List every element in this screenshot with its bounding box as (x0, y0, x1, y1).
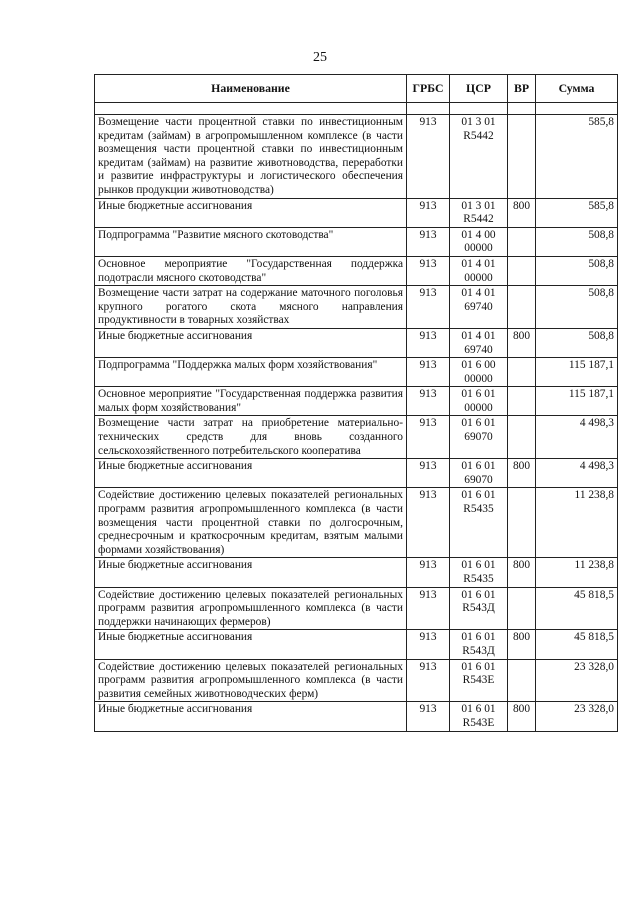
cell-vr: 800 (508, 328, 536, 357)
cell-grbs: 913 (407, 328, 450, 357)
cell-sum: 45 818,5 (536, 587, 618, 630)
cell-sum: 508,8 (536, 256, 618, 285)
cell-csr: 01 3 01 R5442 (450, 198, 508, 227)
cell-vr: 800 (508, 558, 536, 587)
cell-sum: 45 818,5 (536, 630, 618, 659)
cell-vr (508, 587, 536, 630)
cell-grbs: 913 (407, 659, 450, 702)
table-row (95, 416, 618, 459)
budget-table (94, 74, 618, 732)
cell-vr (508, 387, 536, 416)
spacer-cell (536, 103, 618, 115)
cell-csr: 01 6 01 R5435 (450, 558, 508, 587)
cell-vr (508, 659, 536, 702)
cell-sum: 115 187,1 (536, 358, 618, 387)
cell-grbs: 913 (407, 286, 450, 329)
cell-name: Содействие достижению целевых показателей региональных программ развития агропромышленного комплекса (в части развития семейных животноводческих ферм) (95, 659, 407, 702)
header-grbs: ГРБС (407, 75, 450, 103)
cell-csr: 01 4 01 69740 (450, 286, 508, 329)
cell-name: Возмещение части затрат на приобретение материально-технических средств для вновь созданного сельскохозяйственного потребительского кооператива (95, 416, 407, 459)
spacer-cell (450, 103, 508, 115)
cell-sum: 23 328,0 (536, 659, 618, 702)
table-row (95, 387, 618, 416)
cell-sum: 585,8 (536, 115, 618, 199)
cell-vr: 800 (508, 459, 536, 488)
cell-grbs: 913 (407, 416, 450, 459)
table-row (95, 459, 618, 488)
cell-sum: 11 238,8 (536, 488, 618, 558)
cell-name: Иные бюджетные ассигнования (95, 630, 407, 659)
cell-name: Основное мероприятие "Государственная поддержка подотрасли мясного скотоводства" (95, 256, 407, 285)
cell-csr: 01 6 01 69070 (450, 459, 508, 488)
table-row (95, 286, 618, 329)
cell-sum: 115 187,1 (536, 387, 618, 416)
table-row (95, 659, 618, 702)
cell-grbs: 913 (407, 587, 450, 630)
cell-grbs: 913 (407, 558, 450, 587)
cell-vr (508, 227, 536, 256)
cell-name: Иные бюджетные ассигнования (95, 702, 407, 731)
cell-name: Иные бюджетные ассигнования (95, 558, 407, 587)
cell-csr: 01 4 01 00000 (450, 256, 508, 285)
header-vr: ВР (508, 75, 536, 103)
cell-vr (508, 358, 536, 387)
cell-sum: 585,8 (536, 198, 618, 227)
table-row (95, 115, 618, 199)
cell-sum: 11 238,8 (536, 558, 618, 587)
cell-grbs: 913 (407, 387, 450, 416)
table-body (95, 103, 618, 732)
cell-vr: 800 (508, 702, 536, 731)
cell-vr: 800 (508, 198, 536, 227)
header-name: Наименование (95, 75, 407, 103)
table-header-row (95, 75, 618, 103)
table-row (95, 358, 618, 387)
spacer-row (95, 103, 618, 115)
cell-csr: 01 6 01 R543Е (450, 702, 508, 731)
cell-grbs: 913 (407, 630, 450, 659)
cell-vr (508, 256, 536, 285)
cell-vr (508, 416, 536, 459)
cell-sum: 23 328,0 (536, 702, 618, 731)
cell-name: Иные бюджетные ассигнования (95, 328, 407, 357)
cell-name: Иные бюджетные ассигнования (95, 459, 407, 488)
cell-grbs: 913 (407, 702, 450, 731)
cell-grbs: 913 (407, 115, 450, 199)
cell-grbs: 913 (407, 459, 450, 488)
table-row (95, 488, 618, 558)
cell-csr: 01 6 01 00000 (450, 387, 508, 416)
table-row (95, 227, 618, 256)
spacer-cell (407, 103, 450, 115)
cell-grbs: 913 (407, 488, 450, 558)
table-row (95, 256, 618, 285)
cell-grbs: 913 (407, 227, 450, 256)
cell-name: Иные бюджетные ассигнования (95, 198, 407, 227)
page-number: 25 (313, 50, 327, 65)
cell-name: Возмещение части затрат на содержание маточного поголовья крупного рогатого скота мясного направления продуктивности в товарных хозяйствах (95, 286, 407, 329)
cell-name: Содействие достижению целевых показателей региональных программ развития агропромышленного комплекса (в части поддержки начинающих фермеров) (95, 587, 407, 630)
cell-csr: 01 4 00 00000 (450, 227, 508, 256)
cell-name: Содействие достижению целевых показателей региональных программ развития агропромышленного комплекса (в части возмещения части процентной ставки по долгосрочным, среднесрочным и краткосрочным кредитам, взятым малыми формами хозяйствования) (95, 488, 407, 558)
cell-grbs: 913 (407, 198, 450, 227)
header-csr: ЦСР (450, 75, 508, 103)
cell-vr (508, 115, 536, 199)
table-row (95, 558, 618, 587)
cell-vr (508, 488, 536, 558)
cell-grbs: 913 (407, 358, 450, 387)
cell-csr: 01 3 01 R5442 (450, 115, 508, 199)
table-row (95, 198, 618, 227)
table-row (95, 702, 618, 731)
cell-sum: 4 498,3 (536, 416, 618, 459)
cell-csr: 01 6 01 R543Д (450, 630, 508, 659)
cell-csr: 01 4 01 69740 (450, 328, 508, 357)
cell-grbs: 913 (407, 256, 450, 285)
table-row (95, 630, 618, 659)
cell-csr: 01 6 00 00000 (450, 358, 508, 387)
header-sum: Сумма (536, 75, 618, 103)
cell-name: Основное мероприятие "Государственная поддержка развития малых форм хозяйствования" (95, 387, 407, 416)
cell-csr: 01 6 01 R543Д (450, 587, 508, 630)
cell-sum: 508,8 (536, 227, 618, 256)
table-row (95, 587, 618, 630)
cell-csr: 01 6 01 69070 (450, 416, 508, 459)
cell-name: Подпрограмма "Поддержка малых форм хозяйствования" (95, 358, 407, 387)
cell-csr: 01 6 01 R5435 (450, 488, 508, 558)
cell-csr: 01 6 01 R543Е (450, 659, 508, 702)
spacer-cell (508, 103, 536, 115)
spacer-cell (95, 103, 407, 115)
cell-name: Подпрограмма "Развитие мясного скотоводства" (95, 227, 407, 256)
cell-sum: 508,8 (536, 286, 618, 329)
cell-vr (508, 286, 536, 329)
table-row (95, 328, 618, 357)
cell-sum: 4 498,3 (536, 459, 618, 488)
cell-name: Возмещение части процентной ставки по инвестиционным кредитам (займам) в агропромышленном комплексе (в части возмещения части процентной ставки по инвестиционным кредитам (займам) на развитие животноводства, переработки и развитие инфраструктуры и логистического обеспечения рынков продукции животноводства) (95, 115, 407, 199)
cell-sum: 508,8 (536, 328, 618, 357)
cell-vr: 800 (508, 630, 536, 659)
